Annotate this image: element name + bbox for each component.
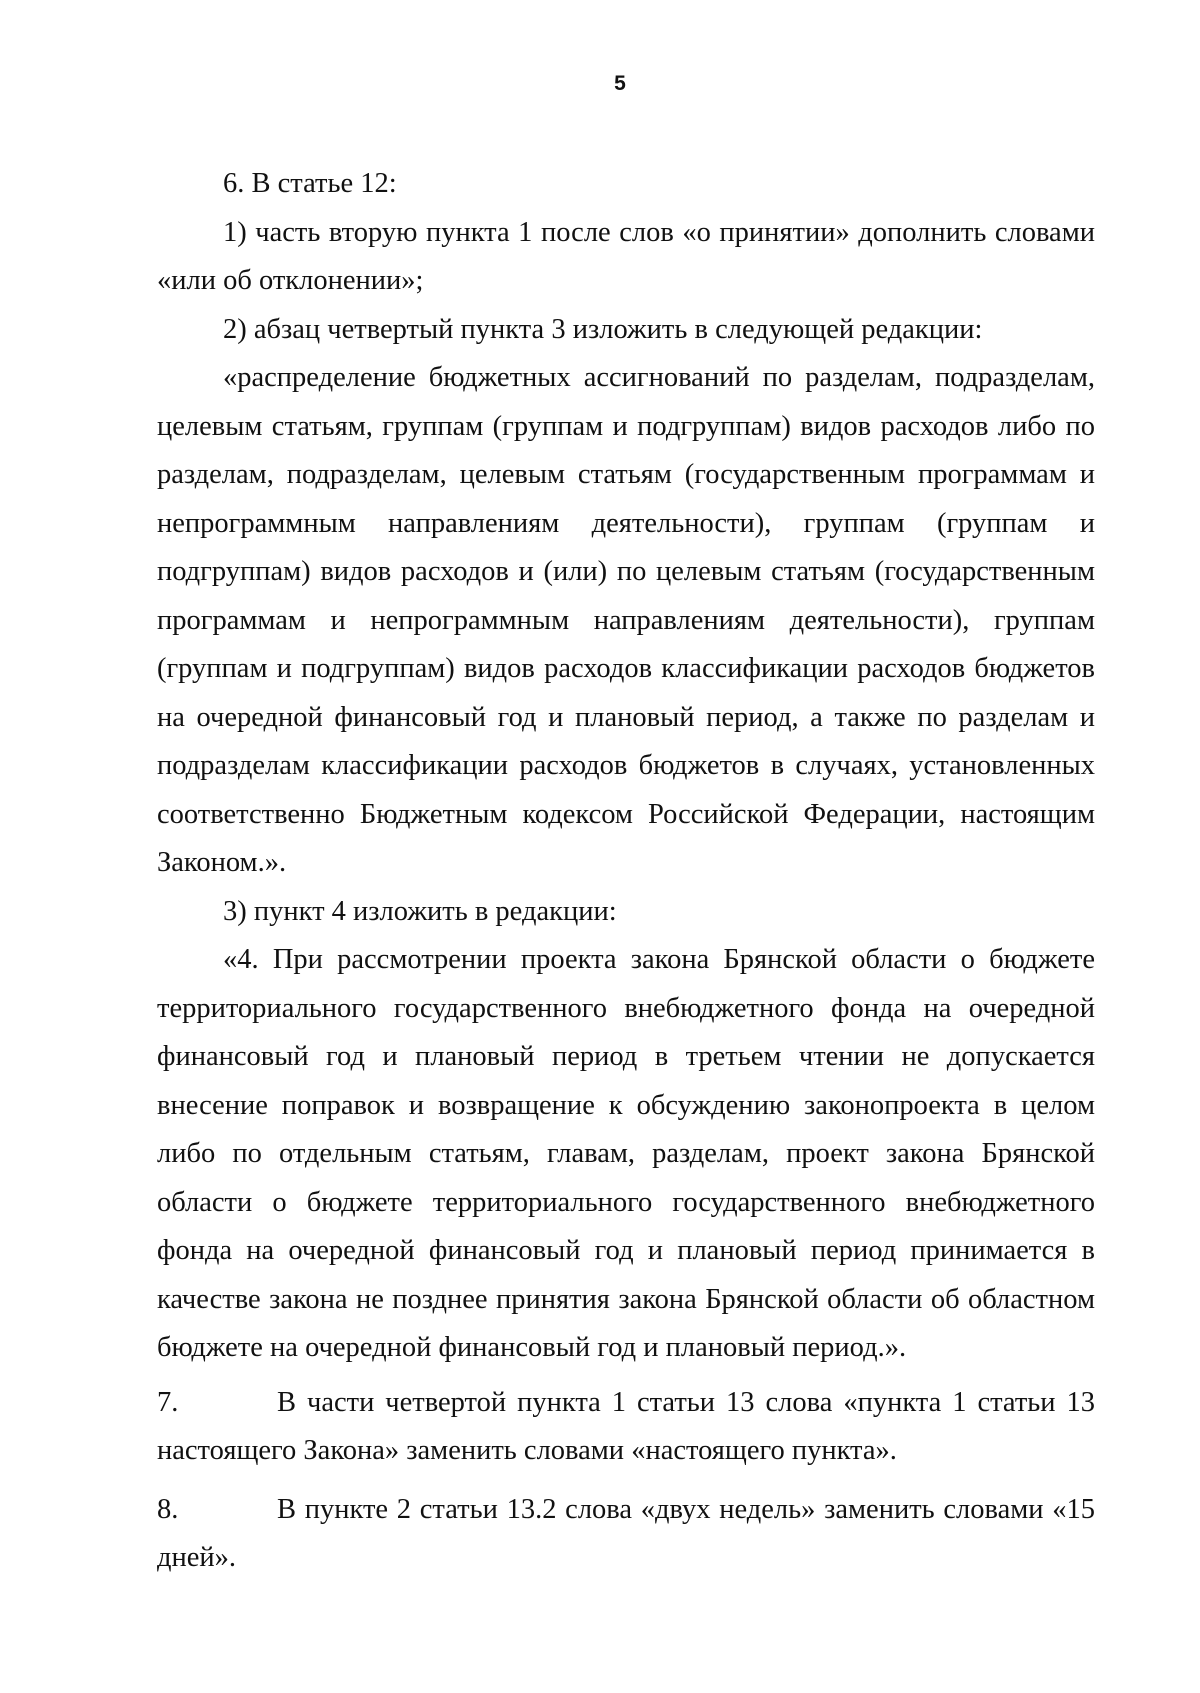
paragraph-item-1: 1) часть вторую пункта 1 после слов «о принятии» дополнить словами «или об отклонении»; bbox=[157, 216, 1095, 296]
paragraph-numbered-7 bbox=[157, 1379, 1095, 1476]
paragraph-item-2: 2) абзац четвертый пункта 3 изложить в следующей редакции: bbox=[223, 313, 983, 345]
paragraph-article-12-heading: 6. В статье 12: bbox=[223, 168, 397, 199]
paragraph-numbered-8 bbox=[157, 1486, 1095, 1583]
paragraph-quoted-punkt-4: «4. При рассмотрении проекта закона Брянской области о бюджете территориального государственного внебюджетного фонда на очередной финансовый год и плановый период в третьем чтении не допускается внесение поправок и возвращение к обсуждению законопроекта в целом либо по отдельным статьям, главам, разделам, проект закона Брянской области о бюджете территориального государственного внебюджетного фонда на очередной финансовый год и плановый период принимается в качестве закона не позднее принятия закона Брянской области об областном бюджете на очередной финансовый год и плановый период.». bbox=[157, 944, 1095, 1363]
paragraph-text: В части четвертой пункта 1 статьи 13 слова «пункта 1 статьи 13 настоящего Закона» заменить словами «настоящего пункта». bbox=[157, 1386, 1095, 1466]
paragraph-text: В пункте 2 статьи 13.2 слова «двух недель» заменить словами «15 дней». bbox=[157, 1493, 1095, 1573]
paragraph-number: 8. bbox=[157, 1493, 179, 1525]
paragraph-quoted-abzac: «распределение бюджетных ассигнований по разделам, подразделам, целевым статьям, группам (группам и подгруппам) видов расходов либо по разделам, подразделам, целевым статьям (государственным программам и непрограммным направлениям деятельности), группам (группам и подгруппам) видов расходов и (или) по целевым статьям (государственным программам и непрограммным направлениям деятельности), группам (группам и подгруппам) видов расходов классификации расходов бюджетов на очередной финансовый год и плановый период, а также по разделам и подразделам классификации расходов бюджетов в случаях, установленных соответственно Бюджетным кодексом Российской Федерации, настоящим Законом.». bbox=[157, 362, 1095, 878]
document-body bbox=[157, 160, 1095, 1583]
paragraph-item-3: 3) пункт 4 изложить в редакции: bbox=[223, 895, 617, 927]
paragraph-number: 7. bbox=[157, 1386, 179, 1418]
page-number: 5 bbox=[614, 72, 626, 95]
